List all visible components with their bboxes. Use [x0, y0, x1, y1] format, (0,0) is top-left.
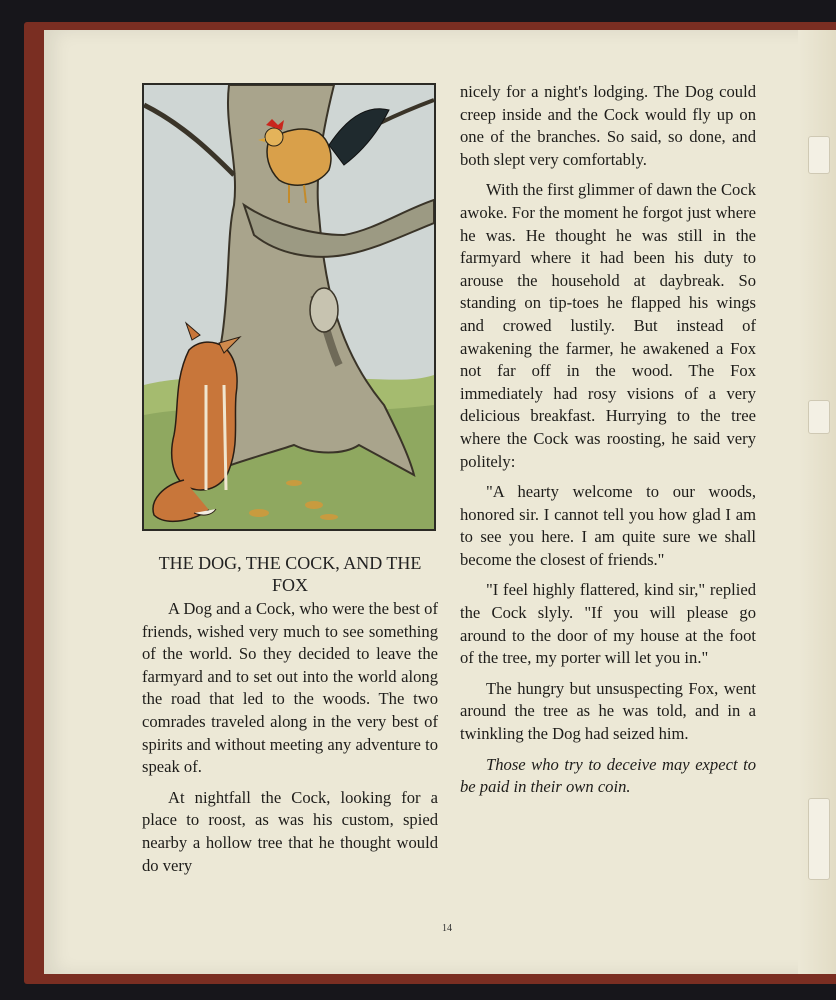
page-tab	[808, 798, 830, 880]
left-text-column	[142, 598, 438, 885]
page-tab	[808, 400, 830, 434]
paragraph: "A hearty welcome to our woods, honored sir. I cannot tell you how glad I am to see you here. I am quite sure we shall become the closest of friends."	[460, 482, 756, 569]
story-illustration	[142, 83, 436, 531]
paragraph: At nightfall the Cock, looking for a place to roost, as was his custom, spied nearby a hollow tree that he thought would do very	[142, 787, 438, 875]
paragraph: A Dog and a Cock, who were the best of friends, wished very much to see something of the world. So they decided to leave the farmyard and to set out into the world along the road that led to the woods. The two comrades traveled along in the very best of spirits and without meeting any adventure to speak of.	[142, 599, 438, 777]
dog-cock-fox-illustration-icon	[144, 85, 434, 529]
story-moral: Those who try to deceive may expect to be paid in their own coin.	[460, 754, 756, 797]
page-tab	[808, 136, 830, 174]
paragraph: nicely for a night's lodging. The Dog could creep inside and the Cock would fly up on one of the branches. So said, so done, and both slept very comfortably.	[460, 82, 756, 169]
right-text-column	[460, 81, 756, 807]
paragraph: The hungry but unsuspecting Fox, went around the tree as he was told, and in a twinkling the Dog had seized him.	[460, 678, 756, 744]
page-number: 14	[442, 923, 452, 934]
story-title: THE DOG, THE COCK, AND THE FOX	[158, 553, 422, 595]
paragraph: "I feel highly flattered, kind sir," replied the Cock slyly. "If you will please go around to the door of my house at the foot of the tree, my porter will let you in."	[460, 580, 756, 668]
paragraph: With the first glimmer of dawn the Cock awoke. For the moment he forgot just where he was. He thought he was still in the farmyard where it had been his duty to arouse the household at daybreak. So standing on tip-toes he flapped his wings and crowed lustily. But instead of awakening the farmer, he awakened a Fox not far off in the wood. The Fox immediately had rosy visions of a very delicious breakfast. Hurrying to the tree where the Cock was roosting, he said very politely:	[460, 180, 756, 471]
